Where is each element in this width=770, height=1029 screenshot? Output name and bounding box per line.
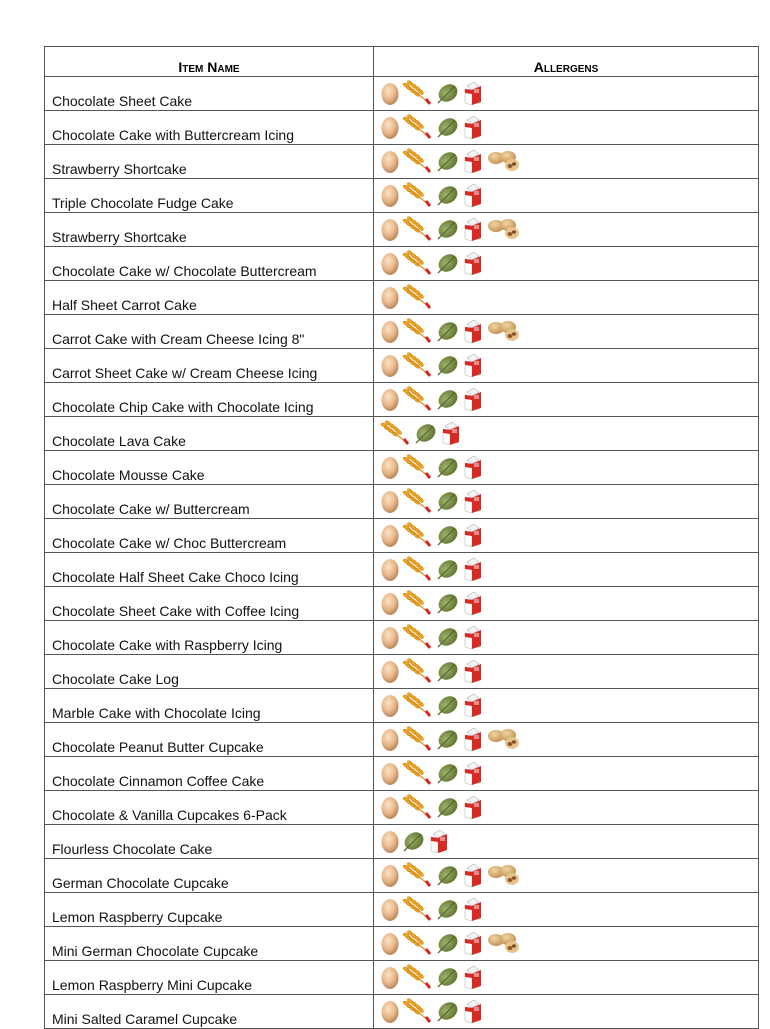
allergens-cell bbox=[374, 383, 759, 417]
peanut-icon bbox=[486, 727, 522, 751]
allergen-icons bbox=[380, 793, 758, 821]
milk-icon bbox=[462, 182, 484, 208]
allergens-cell bbox=[374, 655, 759, 689]
allergens-cell bbox=[374, 893, 759, 927]
peanut-icon bbox=[486, 149, 522, 173]
egg-icon bbox=[380, 692, 400, 718]
egg-icon bbox=[380, 352, 400, 378]
wheat-icon bbox=[402, 624, 434, 650]
egg-icon bbox=[380, 828, 400, 854]
item-name-cell: Chocolate & Vanilla Cupcakes 6-Pack bbox=[45, 791, 374, 825]
wheat-icon bbox=[402, 522, 434, 548]
allergens-cell bbox=[374, 927, 759, 961]
table-row bbox=[45, 281, 759, 315]
egg-icon bbox=[380, 930, 400, 956]
allergens-cell bbox=[374, 689, 759, 723]
soy-icon bbox=[436, 319, 460, 343]
wheat-icon bbox=[402, 250, 434, 276]
allergens-cell bbox=[374, 451, 759, 485]
egg-icon bbox=[380, 386, 400, 412]
item-name-cell: Chocolate Cake with Buttercream Icing bbox=[45, 111, 374, 145]
egg-icon bbox=[380, 726, 400, 752]
item-name-header-label: Item Name bbox=[178, 59, 240, 75]
milk-icon bbox=[440, 420, 462, 446]
item-name-header bbox=[45, 47, 374, 77]
table-row bbox=[45, 417, 759, 451]
allergen-icons bbox=[380, 861, 758, 889]
milk-icon bbox=[462, 624, 484, 650]
allergen-icons bbox=[380, 453, 758, 481]
milk-icon bbox=[462, 216, 484, 242]
egg-icon bbox=[380, 80, 400, 106]
table-row bbox=[45, 247, 759, 281]
item-name-cell: Lemon Raspberry Mini Cupcake bbox=[45, 961, 374, 995]
allergens-cell bbox=[374, 723, 759, 757]
item-name-cell: Chocolate Chip Cake with Chocolate Icing bbox=[45, 383, 374, 417]
soy-icon bbox=[436, 217, 460, 241]
milk-icon bbox=[462, 590, 484, 616]
allergen-icons bbox=[380, 147, 758, 175]
soy-icon bbox=[436, 863, 460, 887]
table-row bbox=[45, 893, 759, 927]
egg-icon bbox=[380, 216, 400, 242]
allergen-icons bbox=[380, 691, 758, 719]
item-name-cell: Carrot Sheet Cake w/ Cream Cheese Icing bbox=[45, 349, 374, 383]
egg-icon bbox=[380, 998, 400, 1024]
egg-icon bbox=[380, 454, 400, 480]
item-name-cell: Chocolate Half Sheet Cake Choco Icing bbox=[45, 553, 374, 587]
allergen-icons bbox=[380, 249, 758, 277]
allergen-icons bbox=[380, 113, 758, 141]
allergens-cell bbox=[374, 145, 759, 179]
soy-icon bbox=[436, 149, 460, 173]
allergens-header bbox=[374, 47, 759, 77]
allergens-cell bbox=[374, 213, 759, 247]
soy-icon bbox=[402, 829, 426, 853]
egg-icon bbox=[380, 148, 400, 174]
item-name-cell: Chocolate Cinnamon Coffee Cake bbox=[45, 757, 374, 791]
milk-icon bbox=[462, 114, 484, 140]
soy-icon bbox=[436, 387, 460, 411]
soy-icon bbox=[436, 965, 460, 989]
allergen-icons bbox=[380, 725, 758, 753]
allergen-icons bbox=[380, 487, 758, 515]
egg-icon bbox=[380, 964, 400, 990]
wheat-icon bbox=[402, 114, 434, 140]
milk-icon bbox=[462, 522, 484, 548]
egg-icon bbox=[380, 624, 400, 650]
item-name-cell: Lemon Raspberry Cupcake bbox=[45, 893, 374, 927]
allergen-icons bbox=[380, 419, 758, 447]
egg-icon bbox=[380, 488, 400, 514]
allergens-cell bbox=[374, 995, 759, 1029]
allergen-icons bbox=[380, 283, 758, 311]
item-name-cell: Chocolate Cake with Raspberry Icing bbox=[45, 621, 374, 655]
soy-icon bbox=[436, 353, 460, 377]
wheat-icon bbox=[402, 454, 434, 480]
item-name-cell: Chocolate Mousse Cake bbox=[45, 451, 374, 485]
wheat-icon bbox=[402, 862, 434, 888]
table-row bbox=[45, 349, 759, 383]
milk-icon bbox=[462, 352, 484, 378]
item-name-cell: German Chocolate Cupcake bbox=[45, 859, 374, 893]
table-row bbox=[45, 485, 759, 519]
egg-icon bbox=[380, 556, 400, 582]
table-row bbox=[45, 587, 759, 621]
allergens-cell bbox=[374, 791, 759, 825]
milk-icon bbox=[462, 488, 484, 514]
allergens-cell bbox=[374, 587, 759, 621]
allergens-cell bbox=[374, 179, 759, 213]
allergen-icons bbox=[380, 895, 758, 923]
item-name-cell: Chocolate Cake w/ Chocolate Buttercream bbox=[45, 247, 374, 281]
allergen-icons bbox=[380, 555, 758, 583]
table-row bbox=[45, 859, 759, 893]
soy-icon bbox=[436, 523, 460, 547]
allergen-icons bbox=[380, 759, 758, 787]
egg-icon bbox=[380, 794, 400, 820]
peanut-icon bbox=[486, 931, 522, 955]
table-row bbox=[45, 179, 759, 213]
allergens-cell bbox=[374, 859, 759, 893]
soy-icon bbox=[436, 897, 460, 921]
wheat-icon bbox=[402, 794, 434, 820]
table-row bbox=[45, 621, 759, 655]
milk-icon bbox=[428, 828, 450, 854]
wheat-icon bbox=[402, 998, 434, 1024]
soy-icon bbox=[436, 625, 460, 649]
soy-icon bbox=[414, 421, 438, 445]
table-row bbox=[45, 927, 759, 961]
wheat-icon bbox=[402, 964, 434, 990]
allergens-cell bbox=[374, 281, 759, 315]
table-row bbox=[45, 995, 759, 1029]
table-row bbox=[45, 553, 759, 587]
table-row bbox=[45, 451, 759, 485]
milk-icon bbox=[462, 556, 484, 582]
allergen-table bbox=[44, 46, 759, 1029]
allergen-icons bbox=[380, 385, 758, 413]
item-name-cell: Chocolate Sheet Cake with Coffee Icing bbox=[45, 587, 374, 621]
milk-icon bbox=[462, 896, 484, 922]
header-row bbox=[45, 47, 759, 77]
allergen-icons bbox=[380, 929, 758, 957]
milk-icon bbox=[462, 930, 484, 956]
wheat-icon bbox=[402, 216, 434, 242]
item-name-cell: Triple Chocolate Fudge Cake bbox=[45, 179, 374, 213]
wheat-icon bbox=[402, 318, 434, 344]
allergens-header-label: Allergens bbox=[533, 59, 599, 75]
item-name-cell: Mini German Chocolate Cupcake bbox=[45, 927, 374, 961]
table-row bbox=[45, 791, 759, 825]
allergens-cell bbox=[374, 485, 759, 519]
egg-icon bbox=[380, 760, 400, 786]
soy-icon bbox=[436, 489, 460, 513]
wheat-icon bbox=[402, 692, 434, 718]
allergen-icons bbox=[380, 215, 758, 243]
wheat-icon bbox=[402, 386, 434, 412]
table-row bbox=[45, 757, 759, 791]
soy-icon bbox=[436, 455, 460, 479]
milk-icon bbox=[462, 80, 484, 106]
wheat-icon bbox=[402, 590, 434, 616]
item-name-cell: Flourless Chocolate Cake bbox=[45, 825, 374, 859]
milk-icon bbox=[462, 250, 484, 276]
allergens-cell bbox=[374, 77, 759, 111]
soy-icon bbox=[436, 693, 460, 717]
allergens-cell bbox=[374, 553, 759, 587]
item-name-cell: Chocolate Lava Cake bbox=[45, 417, 374, 451]
milk-icon bbox=[462, 794, 484, 820]
milk-icon bbox=[462, 760, 484, 786]
allergen-icons bbox=[380, 351, 758, 379]
allergen-icons bbox=[380, 657, 758, 685]
wheat-icon bbox=[380, 420, 412, 446]
allergens-cell bbox=[374, 111, 759, 145]
allergen-icons bbox=[380, 827, 758, 855]
item-name-cell: Chocolate Peanut Butter Cupcake bbox=[45, 723, 374, 757]
egg-icon bbox=[380, 318, 400, 344]
wheat-icon bbox=[402, 726, 434, 752]
wheat-icon bbox=[402, 352, 434, 378]
allergen-icons bbox=[380, 181, 758, 209]
egg-icon bbox=[380, 862, 400, 888]
allergens-cell bbox=[374, 247, 759, 281]
soy-icon bbox=[436, 931, 460, 955]
egg-icon bbox=[380, 658, 400, 684]
soy-icon bbox=[436, 591, 460, 615]
allergen-icons bbox=[380, 521, 758, 549]
soy-icon bbox=[436, 659, 460, 683]
allergen-icons bbox=[380, 963, 758, 991]
peanut-icon bbox=[486, 319, 522, 343]
item-name-cell: Chocolate Sheet Cake bbox=[45, 77, 374, 111]
soy-icon bbox=[436, 795, 460, 819]
wheat-icon bbox=[402, 658, 434, 684]
peanut-icon bbox=[486, 863, 522, 887]
allergen-icons bbox=[380, 997, 758, 1025]
table-row bbox=[45, 655, 759, 689]
milk-icon bbox=[462, 964, 484, 990]
milk-icon bbox=[462, 692, 484, 718]
soy-icon bbox=[436, 183, 460, 207]
table-row bbox=[45, 961, 759, 995]
allergen-icons bbox=[380, 589, 758, 617]
allergen-icons bbox=[380, 79, 758, 107]
item-name-cell: Chocolate Cake w/ Buttercream bbox=[45, 485, 374, 519]
milk-icon bbox=[462, 386, 484, 412]
allergens-cell bbox=[374, 417, 759, 451]
allergens-cell bbox=[374, 757, 759, 791]
soy-icon bbox=[436, 115, 460, 139]
soy-icon bbox=[436, 557, 460, 581]
soy-icon bbox=[436, 81, 460, 105]
table-row bbox=[45, 383, 759, 417]
wheat-icon bbox=[402, 284, 434, 310]
wheat-icon bbox=[402, 556, 434, 582]
table-row bbox=[45, 145, 759, 179]
item-name-cell: Strawberry Shortcake bbox=[45, 145, 374, 179]
milk-icon bbox=[462, 454, 484, 480]
wheat-icon bbox=[402, 488, 434, 514]
milk-icon bbox=[462, 318, 484, 344]
soy-icon bbox=[436, 727, 460, 751]
item-name-cell: Chocolate Cake w/ Choc Buttercream bbox=[45, 519, 374, 553]
egg-icon bbox=[380, 590, 400, 616]
peanut-icon bbox=[486, 217, 522, 241]
allergens-cell bbox=[374, 961, 759, 995]
allergens-cell bbox=[374, 315, 759, 349]
wheat-icon bbox=[402, 760, 434, 786]
item-name-cell: Strawberry Shortcake bbox=[45, 213, 374, 247]
egg-icon bbox=[380, 284, 400, 310]
table-row bbox=[45, 723, 759, 757]
egg-icon bbox=[380, 522, 400, 548]
item-name-cell: Half Sheet Carrot Cake bbox=[45, 281, 374, 315]
allergen-icons bbox=[380, 317, 758, 345]
table-row bbox=[45, 213, 759, 247]
allergens-cell bbox=[374, 621, 759, 655]
table-row bbox=[45, 111, 759, 145]
item-name-cell: Carrot Cake with Cream Cheese Icing 8" bbox=[45, 315, 374, 349]
table-row bbox=[45, 315, 759, 349]
egg-icon bbox=[380, 250, 400, 276]
table-row bbox=[45, 519, 759, 553]
wheat-icon bbox=[402, 182, 434, 208]
wheat-icon bbox=[402, 930, 434, 956]
allergen-icons bbox=[380, 623, 758, 651]
table-row bbox=[45, 825, 759, 859]
milk-icon bbox=[462, 726, 484, 752]
egg-icon bbox=[380, 896, 400, 922]
wheat-icon bbox=[402, 896, 434, 922]
milk-icon bbox=[462, 998, 484, 1024]
table-body bbox=[45, 77, 759, 1029]
allergens-cell bbox=[374, 349, 759, 383]
soy-icon bbox=[436, 761, 460, 785]
soy-icon bbox=[436, 999, 460, 1023]
egg-icon bbox=[380, 182, 400, 208]
item-name-cell: Chocolate Cake Log bbox=[45, 655, 374, 689]
wheat-icon bbox=[402, 148, 434, 174]
allergens-cell bbox=[374, 825, 759, 859]
item-name-cell: Mini Salted Caramel Cupcake bbox=[45, 995, 374, 1029]
allergens-cell bbox=[374, 519, 759, 553]
table-row bbox=[45, 77, 759, 111]
wheat-icon bbox=[402, 80, 434, 106]
soy-icon bbox=[436, 251, 460, 275]
egg-icon bbox=[380, 114, 400, 140]
table-row bbox=[45, 689, 759, 723]
milk-icon bbox=[462, 658, 484, 684]
item-name-cell: Marble Cake with Chocolate Icing bbox=[45, 689, 374, 723]
milk-icon bbox=[462, 148, 484, 174]
milk-icon bbox=[462, 862, 484, 888]
